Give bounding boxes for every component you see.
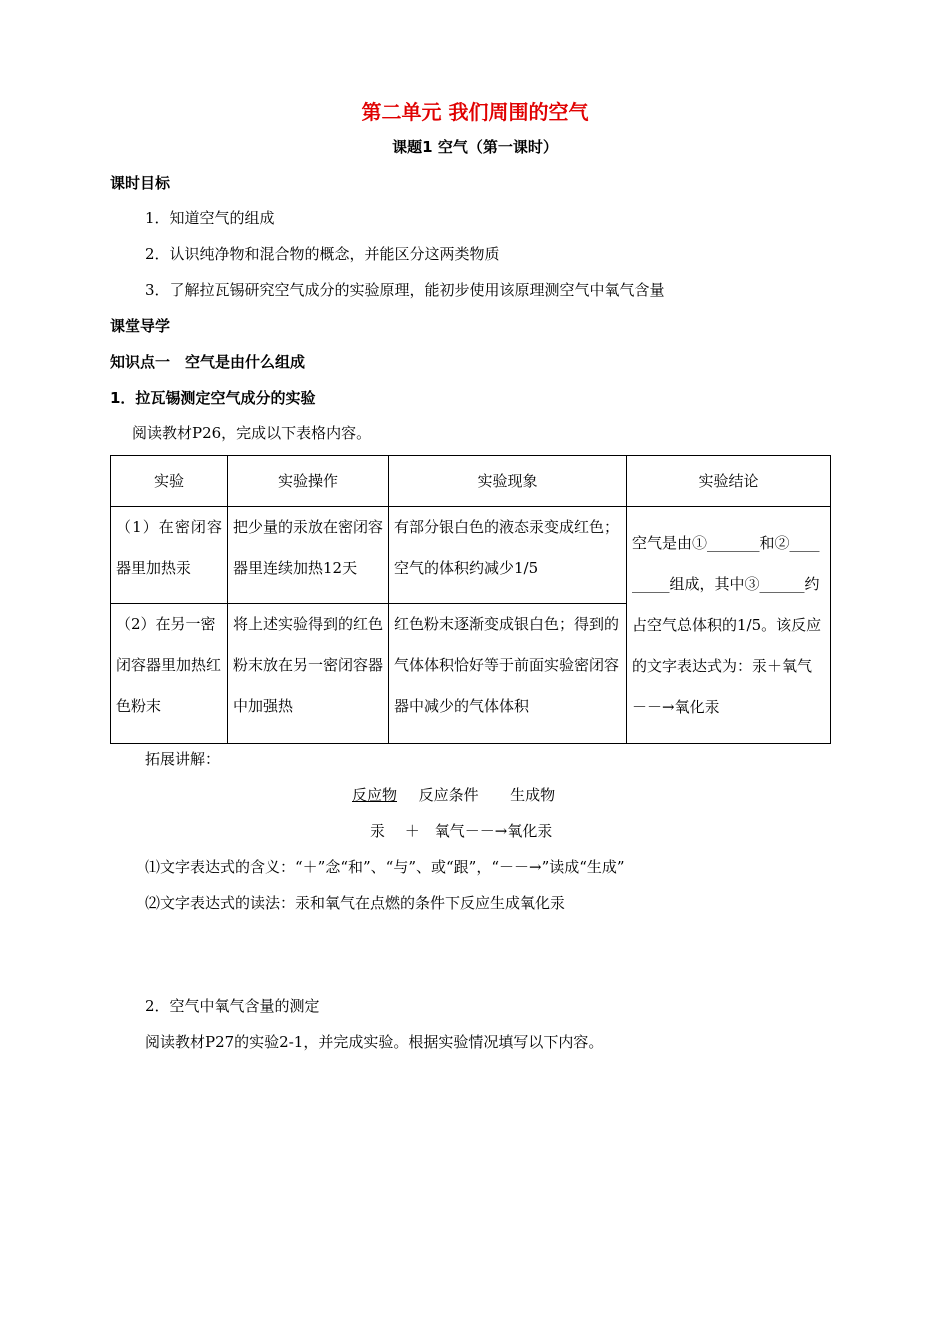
table-row	[111, 507, 831, 604]
section-goals-heading: 课时目标	[110, 174, 171, 192]
goal-item: 3．了解拉瓦锡研究空气成分的实验原理，能初步使用该原理测空气中氧气含量	[145, 281, 665, 299]
note-item: ⑵文字表达式的读法：汞和氧气在点燃的条件下反应生成氧化汞	[145, 894, 566, 912]
table-header: 实验结论	[627, 456, 831, 507]
reading-instruction: 阅读教材P26，完成以下表格内容。	[132, 424, 372, 442]
phenomenon-cell: 有部分银白色的液态汞变成红色；空气的体积约减少1/5	[389, 507, 627, 604]
subsection-heading: 1．拉瓦锡测定空气成分的实验	[110, 389, 316, 407]
phenomenon-cell: 红色粉末逐渐变成银白色；得到的气体体积恰好等于前面实验密闭容器中减少的气体体积	[389, 604, 627, 744]
experiment-cell: （1）在密闭容器里加热汞	[111, 507, 228, 604]
reactant-label: 反应物	[352, 786, 398, 804]
table-header-row	[111, 456, 831, 507]
table-header: 实验现象	[389, 456, 627, 507]
experiment-cell: （2）在另一密闭容器里加热红色粉末	[111, 604, 228, 744]
section-guide-heading: 课堂导学	[110, 317, 171, 335]
operation-cell: 把少量的汞放在密闭容器里连续加热12天	[228, 507, 389, 604]
reaction-equation: 汞 ＋ 氧气－－→氧化汞	[370, 822, 553, 840]
reading-instruction: 阅读教材P27的实验2-1，并完成实验。根据实验情况填写以下内容。	[145, 1033, 604, 1051]
goal-item: 1．知道空气的组成	[145, 209, 275, 227]
condition-label: 反应条件	[418, 786, 479, 804]
table-header: 实验	[111, 456, 228, 507]
operation-cell: 将上述实验得到的红色粉末放在另一密闭容器中加强热	[228, 604, 389, 744]
note-item: ⑴文字表达式的含义：“＋”念“和”、“与”、或“跟”，“－－→”读成“生成”	[145, 858, 625, 876]
conclusion-cell: 空气是由①_______和②_________组成，其中③______约占空气总体积的1/5。该反应的文字表达式为：汞＋氧气－－→氧化汞	[627, 507, 831, 744]
page-title: 第二单元 我们周围的空气	[361, 100, 589, 124]
knowledge-point-heading: 知识点一 空气是由什么组成	[110, 353, 306, 371]
lesson-subtitle: 课题1 空气（第一课时）	[392, 138, 558, 156]
reaction-header	[352, 784, 555, 805]
extend-label: 拓展讲解：	[145, 750, 221, 768]
table-header: 实验操作	[228, 456, 389, 507]
subsection-heading: 2．空气中氧气含量的测定	[145, 997, 320, 1015]
product-label: 生成物	[510, 786, 556, 804]
experiment-table	[110, 455, 831, 744]
goal-item: 2．认识纯净物和混合物的概念，并能区分这两类物质	[145, 245, 500, 263]
